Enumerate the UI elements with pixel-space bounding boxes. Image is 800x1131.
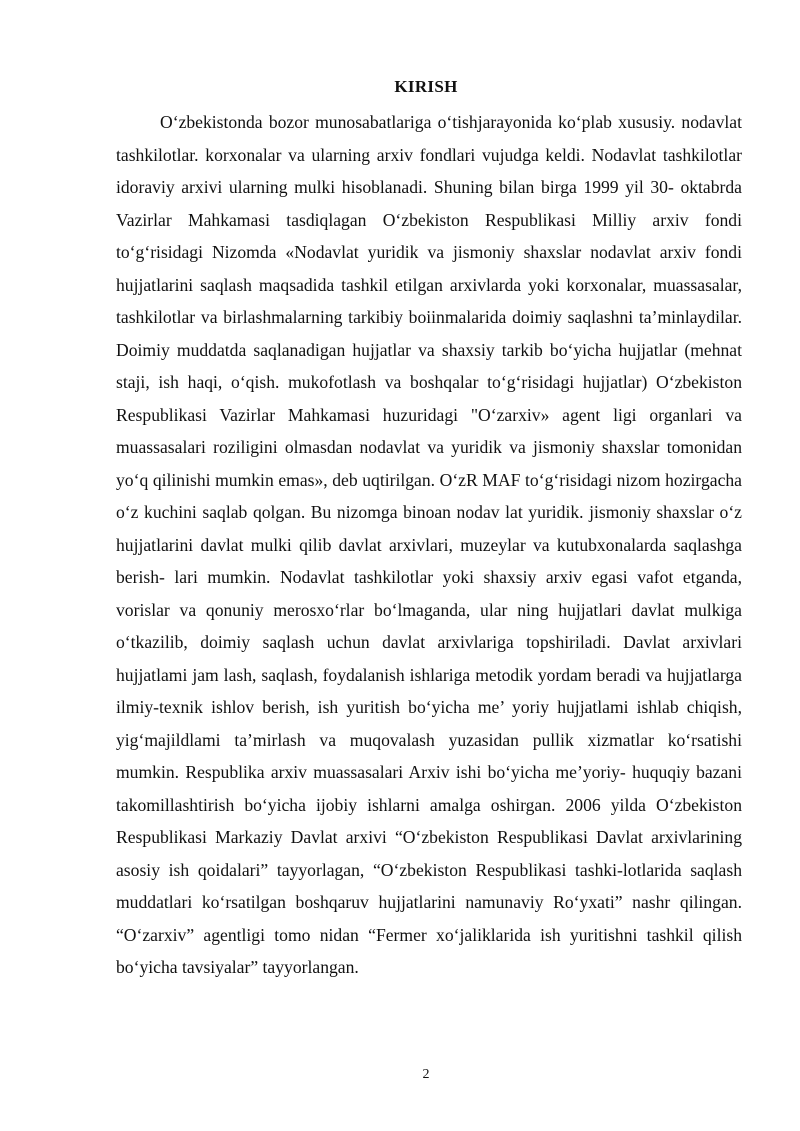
page-number: 2 — [422, 1067, 430, 1082]
section-title: KIRISH — [394, 77, 458, 96]
body-paragraph: O‘zbekistonda bozor munosabatlariga o‘tishjarayonida ko‘plab xususiy. nodavlat tashkilotlar. korxonalar va ularning arxiv fondlari vujudga keldi. Nodavlat tashkilotlar idoraviy arxivi ularning mulki hisoblanadi. Shuning bilan birga 1999 yil 30- oktabrda Vazirlar Mahkamasi tasdiqlagan O‘zbekiston Respublikasi Milliy arxiv fondi to‘g‘risidagi Nizomda «Nodavlat yuridik va jismoniy shaxslar nodavlat arxiv fondi hujjatlarini saqlash maqsadida tashkil etilgan arxivlarda yoki korxonalar, muassasalar, tashkilotlar va birlashmalarning tarkibiy boiinmalarida doimiy saqlashni ta’minlaydilar. Doimiy muddatda saqlanadigan hujjatlar va shaxsiy tarkib bo‘yicha hujjatlar (mehnat staji, ish haqi, o‘qish. mukofotlash va boshqalar to‘g‘risidagi hujjatlar) O‘zbekiston Respublikasi Vazirlar Mahkamasi huzuridagi "O‘zarxiv» agent ligi organlari va muassasalari roziligini olmasdan nodavlat va yuridik va jismoniy shaxslar tomonidan yo‘q qilinishi mumkin emas», deb uqtirilgan. O‘zR MAF to‘g‘risidagi nizom hozirgacha o‘z kuchini saqlab qolgan. Bu nizomga binoan nodav lat yuridik. jismoniy shaxslar o‘z hujjatlarini davlat mulki qilib davlat arxivlari, muzeylar va kutubxonalarda saqlashga berish- lari mumkin. Nodavlat tashkilotlar yoki shaxsiy arxiv egasi vafot etganda, vorislar va qonuniy merosxo‘rlar bo‘lmaganda, ular ning hujjatlari davlat mulkiga o‘tkazilib, doimiy saqlash uchun davlat arxivlariga topshiriladi. Davlat arxivlari hujjatlami jam lash, saqlash, foydalanish ishlariga metodik yordam beradi va hujjatlarga ilmiy-texnik ishlov berish, ish yuritish bo‘yicha me’ yoriy hujjatlami ishlab chiqish, yig‘majildlami ta’mirlash va muqovalash yuzasidan pullik xizmatlar ko‘rsatishi mumkin. Respublika arxiv muassasalari Arxiv ishi bo‘yicha me’yoriy- huquqiy bazani takomillashtirish bo‘yicha ijobiy ishlarni amalga oshirgan. 2006 yilda O‘zbekiston Respublikasi Markaziy Davlat arxivi “O‘zbekiston Respublikasi Davlat arxivlarining asosiy ish qoidalari” tayyorlagan, “O‘zbekiston Respublikasi tashki-lotlarida saqlash muddatlari ko‘rsatilgan boshqaruv hujjatlarini namunaviy Ro‘yxati” nashr qilingan. “O‘zarxiv” agentligi tomo nidan “Fermer xo‘jaliklarida ish yuritishni tashkil qilish bo‘yicha tavsiyalar” tayyorlangan. — [116, 112, 742, 977]
